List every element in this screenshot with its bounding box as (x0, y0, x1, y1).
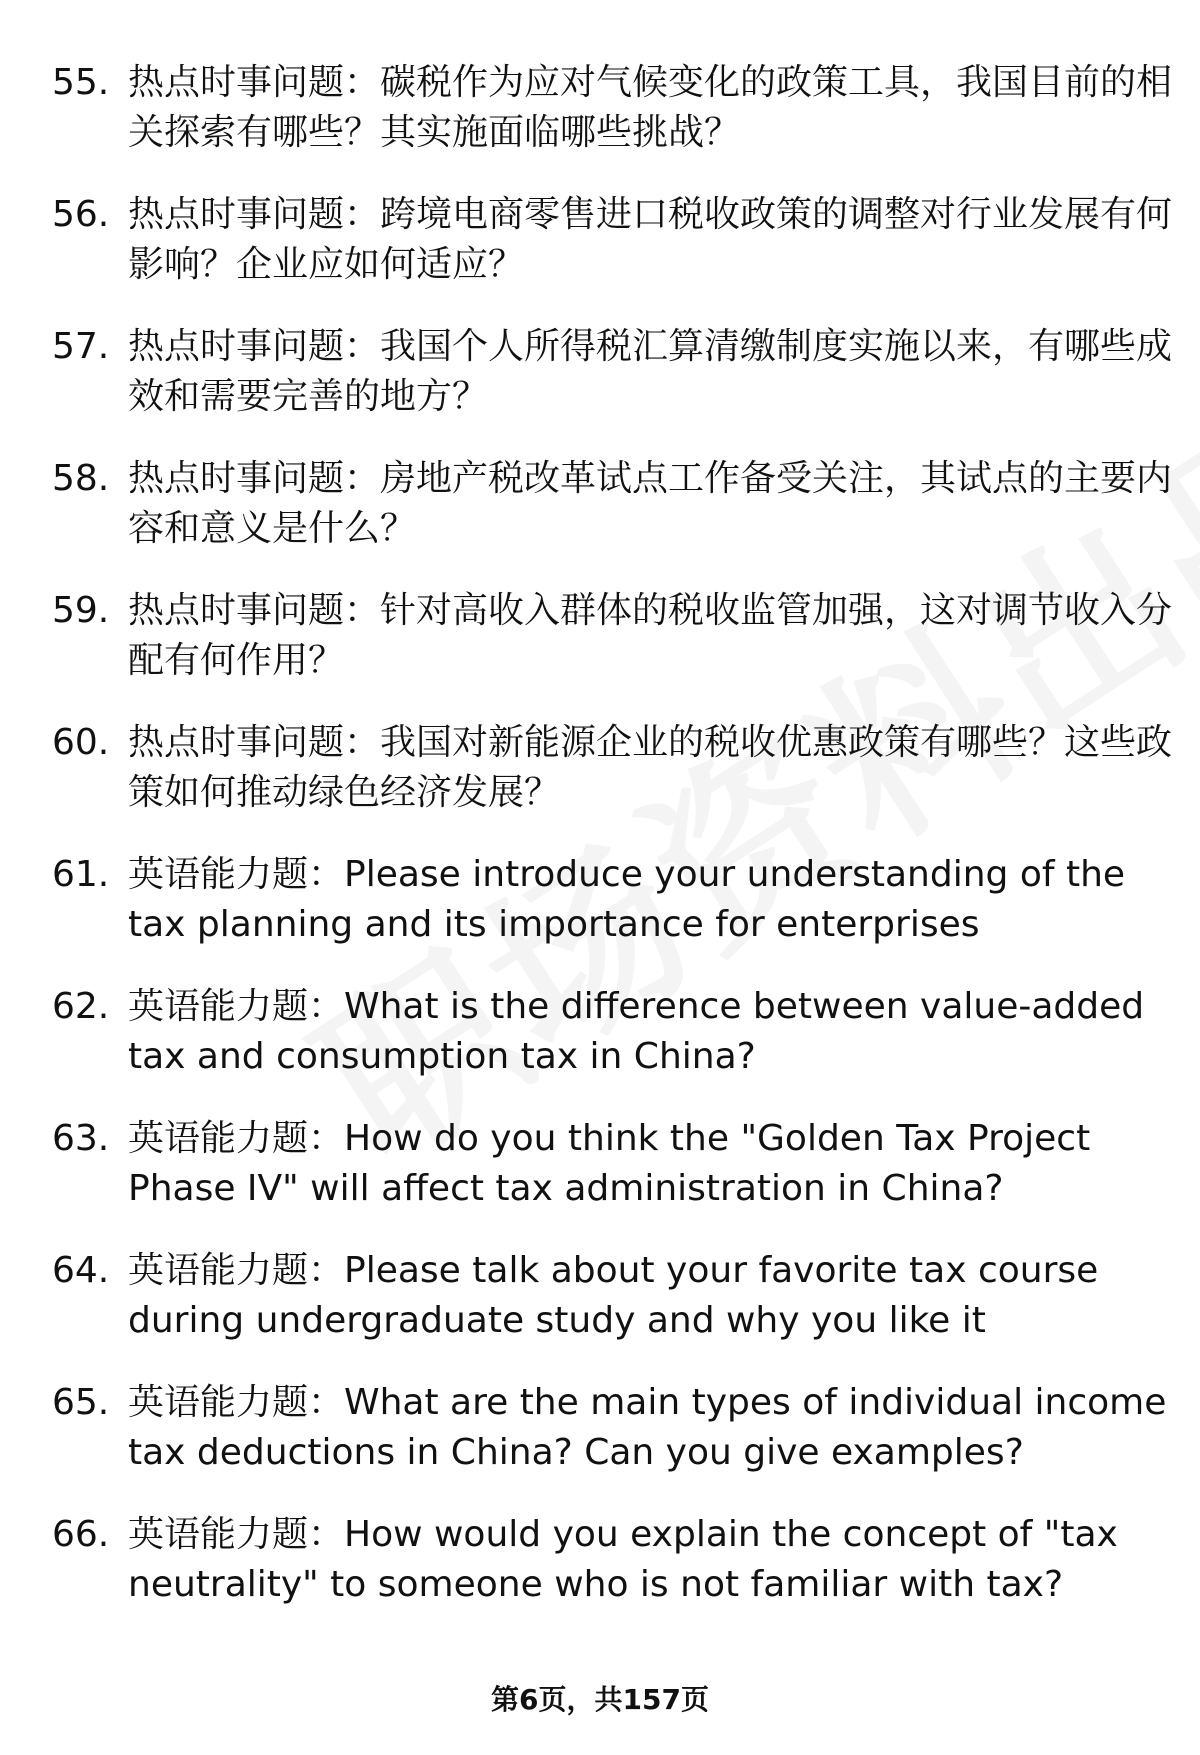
question-text: 热点时事问题：针对高收入群体的税收监管加强，这对调节收入分配有何作用？ (128, 590, 1173, 681)
question-number: 59. (52, 590, 110, 631)
question-text: 英语能力题：Please introduce your understanding of the tax planning and its importance for enterprises (128, 854, 1126, 945)
question-item (52, 1378, 1182, 1510)
question-text: 热点时事问题：房地产税改革试点工作备受关注，其试点的主要内容和意义是什么？ (128, 458, 1173, 549)
question-item (52, 586, 1182, 718)
question-item (52, 454, 1182, 586)
question-text: 热点时事问题：碳税作为应对气候变化的政策工具，我国目前的相关探索有哪些？其实施面临哪些挑战？ (128, 62, 1173, 153)
question-text: 英语能力题：What are the main types of individual income tax deductions in China? Can you give examples? (128, 1382, 1167, 1473)
question-item (52, 850, 1182, 982)
question-text: 热点时事问题：跨境电商零售进口税收政策的调整对行业发展有何影响？企业应如何适应？ (128, 194, 1173, 285)
question-item (52, 1246, 1182, 1378)
question-number: 56. (52, 194, 110, 235)
question-number: 65. (52, 1382, 110, 1423)
question-number: 61. (52, 854, 110, 895)
question-number: 64. (52, 1250, 110, 1291)
question-item (52, 1510, 1182, 1642)
question-text: 英语能力题：Please talk about your favorite tax course during undergraduate study and why you like it (128, 1250, 1099, 1341)
question-text: 英语能力题：How do you think the "Golden Tax Project Phase IV" will affect tax administration in China? (128, 1118, 1091, 1209)
question-item (52, 718, 1182, 850)
question-item (52, 982, 1182, 1114)
question-number: 62. (52, 986, 110, 1027)
question-number: 60. (52, 722, 110, 763)
question-number: 57. (52, 326, 110, 367)
question-number: 63. (52, 1118, 110, 1159)
question-list (52, 58, 1182, 1642)
question-number: 55. (52, 62, 110, 103)
question-text: 英语能力题：What is the difference between value-added tax and consumption tax in China? (128, 986, 1145, 1077)
question-number: 66. (52, 1514, 110, 1555)
question-item (52, 322, 1182, 454)
question-text: 热点时事问题：我国对新能源企业的税收优惠政策有哪些？这些政策如何推动绿色经济发展？ (128, 722, 1173, 813)
question-item (52, 190, 1182, 322)
question-text: 热点时事问题：我国个人所得税汇算清缴制度实施以来，有哪些成效和需要完善的地方？ (128, 326, 1173, 417)
question-item (52, 1114, 1182, 1246)
question-number: 58. (52, 458, 110, 499)
question-text: 英语能力题：How would you explain the concept of "tax neutrality" to someone who is not familiar with tax? (128, 1514, 1118, 1605)
page-indicator: 第6页，共157页 (491, 1683, 709, 1716)
question-item (52, 58, 1182, 190)
